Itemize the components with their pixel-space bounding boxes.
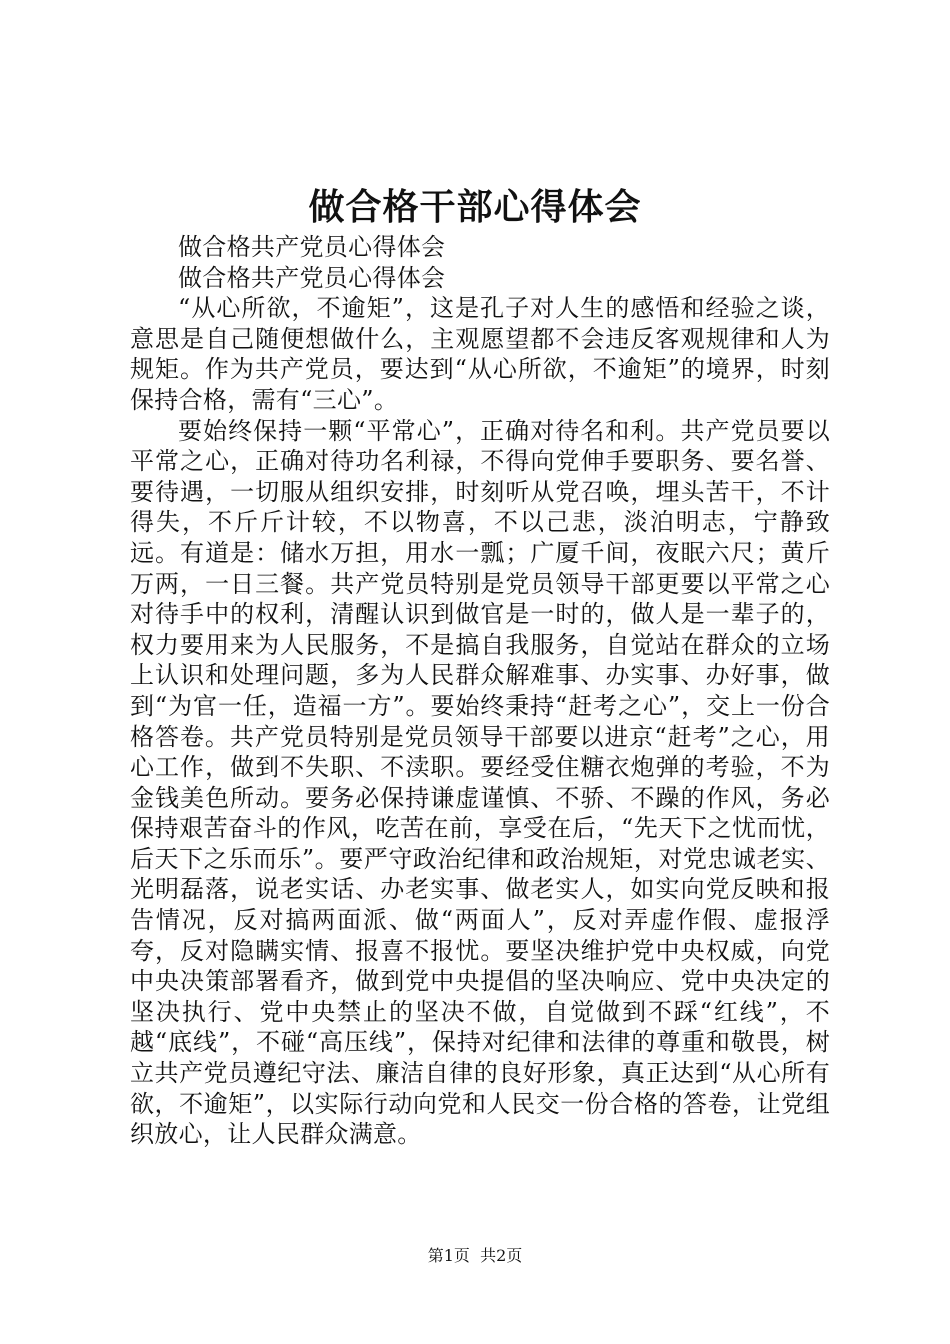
subtitle-line: 做合格共产党员心得体会 bbox=[178, 263, 446, 292]
document-title: 做合格干部心得体会 bbox=[308, 186, 642, 228]
body-paragraph: “从心所欲，不逾矩”，这是孔子对人生的感悟和经验之谈，意思是自己随便想做什么，主观愿望都不会违反客观规律和人为规矩。作为共产党员，要达到“从心所欲，不逾矩”的境界，时刻保持合格，需有“三心”。 bbox=[130, 294, 830, 414]
document-body bbox=[130, 232, 830, 1150]
page-number-footer: 第1页 共2页 bbox=[427, 1246, 523, 1265]
subtitle-line: 做合格共产党员心得体会 bbox=[178, 233, 446, 261]
body-paragraph: 要始终保持一颗“平常心”，正确对待名和利。共产党员要以平常之心，正确对待功名利禄，不得向党伸手要职务、要名誉、要待遇，一切服从组织安排，时刻听从党召唤，埋头苦干，不计得失，不斤斤计较，不以物喜，不以己悲，淡泊明志，宁静致远。有道是：储水万担，用水一瓢；广厦千间，夜眠六尺；黄斤万两，一日三餐。共产党员特别是党员领导干部更要以平常之心对待手中的权利，清醒认识到做官是一时的，做人是一辈子的，权力要用来为人民服务，不是搞自我服务，自觉站在群众的立场上认识和处理问题，多为人民群众解难事、办实事、办好事，做到“为官一任，造福一方”。要始终秉持“赶考之心”，交上一份合格答卷。共产党员特别是党员领导干部要以进京“赶考”之心，用心工作，做到不失职、不渎职。要经受住糖衣炮弹的考验，不为金钱美色所动。要务必保持谦虚谨慎、不骄、不躁的作风，务必保持艰苦奋斗的作风，吃苦在前，享受在后，“先天下之忧而忧，后天下之乐而乐”。要严守政治纪律和政治规矩，对党忠诚老实、光明磊落，说老实话、办老实事、做老实人，如实向党反映和报告情况，反对搞两面派、做“两面人”，反对弄虚作假、虚报浮夸，反对隐瞒实情、报喜不报忧。要坚决维护党中央权威，向党中央决策部署看齐，做到党中央提倡的坚决响应、党中央决定的坚决执行、党中央禁止的坚决不做，自觉做到不踩“红线”，不越“底线”，不碰“高压线”，保持对纪律和法律的尊重和敬畏，树立共产党员遵纪守法、廉洁自律的良好形象，真正达到“从心所有欲，不逾矩”，以实际行动向党和人民交一份合格的答卷，让党组织放心，让人民群众满意。 bbox=[130, 416, 830, 1149]
